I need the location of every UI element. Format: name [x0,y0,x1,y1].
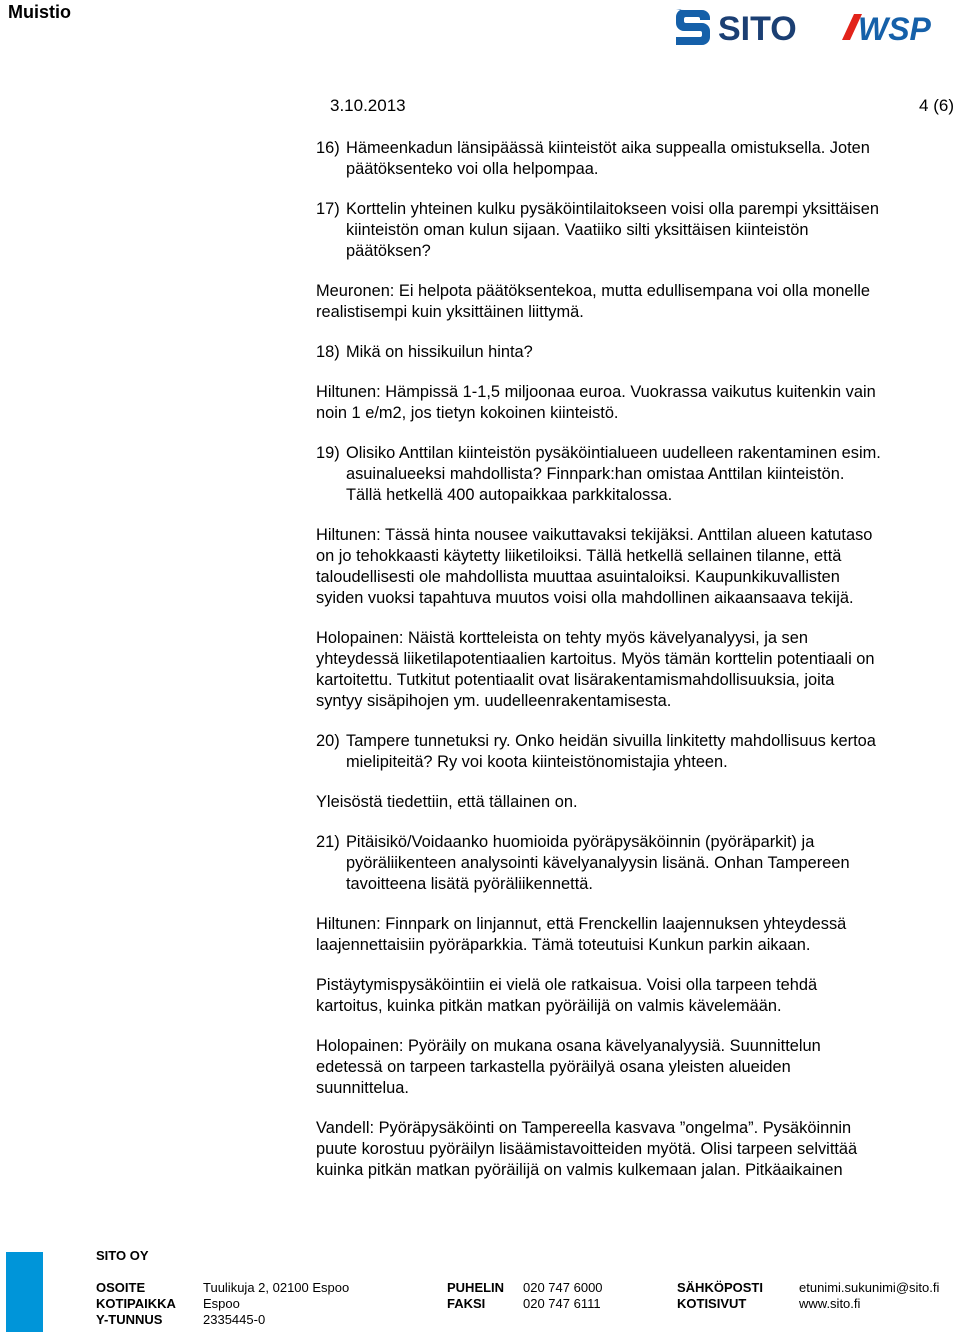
footer-values-1 [203,1280,349,1328]
text-line: mielipiteitä? Ry voi koota kiinteistönomistajia yhteen. [346,753,728,771]
text-line: Pistäytymispysäköintiin ei vielä ole ratkaisua. Voisi olla tarpeen tehdä [316,976,818,994]
text-line: Mikä on hissikuilun hinta? [346,343,533,361]
text-line: syntyy sisäpihojen ym. uudelleenrakentamisesta. [316,692,672,710]
paragraph-holopainen-1 [316,628,954,712]
text-line: Tällä hetkellä 400 autopaikkaa parkkitalossa. [346,486,673,504]
text-line: edetessä on tarpeen tarkastella pyöräilyä osana yleisten alueiden [316,1058,791,1076]
list-number: 16) [316,139,340,157]
list-number: 17) [316,200,340,218]
list-number: 18) [316,343,340,361]
text-line: Hämeenkadun länsipäässä kiinteistöt aika suppealla omistuksella. Joten [346,139,870,157]
text-line: puute korostuu pyöräilyn lisäämistavoitteiden myötä. Olisi tarpeen selvittää [316,1140,858,1158]
paragraph-short-stay-parking [316,975,954,1017]
list-item-20 [316,731,954,773]
text-line: Pitäisikö/Voidaanko huomioida pyöräpysäköinnin (pyöräparkit) ja [346,833,815,851]
document-body [316,138,954,1200]
footer-label: Y-TUNNUS [96,1312,163,1327]
text-line: syiden vuoksi tapahtuva muutos voisi olla mahdollinen aikaansaava tekijä. [316,589,854,607]
paragraph-hiltunen-2 [316,525,954,609]
footer-label: FAKSI [447,1296,486,1311]
footer-labels-3 [677,1280,763,1312]
list-item-21 [316,832,954,895]
paragraph-holopainen-2 [316,1036,954,1099]
footer-value: Tuulikuja 2, 02100 Espoo [203,1280,350,1295]
text-line: päätöksenteko voi olla helpompaa. [346,160,599,178]
company-logos [672,4,958,48]
list-item-18 [316,342,954,363]
wsp-logo-text: WSP [858,11,931,47]
list-number: 21) [316,833,340,851]
footer-label: KOTISIVUT [677,1296,747,1311]
text-line: noin 1 e/m2, jos tietyn kokoinen kiinteistö. [316,404,619,422]
text-line: yhteydessä liiketilapotentiaalien kartoitus. Myös tämän korttelin potentiaali on [316,650,875,668]
footer-label: OSOITE [96,1280,146,1295]
sito-logo-text: SITO [718,10,797,48]
text-line: realistisempi kuin yksittäinen liittymä. [316,303,584,321]
footer-label: SÄHKÖPOSTI [677,1280,763,1295]
text-line: Yleisöstä tiedettiin, että tällainen on. [316,793,578,811]
text-line: asuinalueeksi mahdollista? Finnpark:han omistaa Anttilan kiinteistön. [346,465,845,483]
footer-value: Espoo [203,1296,240,1311]
document-title: Muistio [8,2,71,22]
paragraph-audience [316,792,954,813]
text-line: Korttelin yhteinen kulku pysäköintilaitokseen voisi olla parempi yksittäisen [346,200,879,218]
paragraph-vandell [316,1118,954,1181]
text-line: kartoitettu. Tutkitut potentiaalit ovat lisärakentamismahdollisuuksia, joita [316,671,835,689]
footer-color-bar [6,1252,43,1332]
text-line: kiinteistön oman kulun sijaan. Vaatiiko silti yksittäisen kiinteistön [346,221,809,239]
footer-value: 2335445-0 [203,1312,266,1327]
footer-label: KOTIPAIKKA [96,1296,176,1311]
text-line: Holopainen: Näistä kortteleista on tehty myös kävelyanalyysi, ja sen [316,629,808,647]
text-line: taloudellisesti ole mahdollista muuttaa asuintaloiksi. Kaupunkikuvallisten [316,568,840,586]
text-line: Tampere tunnetuksi ry. Onko heidän sivuilla linkitetty mahdollisuus kertoa [346,732,876,750]
list-number: 19) [316,444,340,462]
text-line: laajennettaisiin pyöräparkkia. Tämä toteutuisi Kunkun parkin aikaan. [316,936,811,954]
footer-values-3 [799,1280,939,1312]
footer-value: 020 747 6111 [523,1296,601,1311]
footer-values-2 [523,1280,603,1312]
paragraph-meuronen [316,281,954,323]
list-item-16 [316,138,954,180]
list-item-19 [316,443,954,506]
footer-website-link[interactable]: www.sito.fi [799,1296,861,1311]
footer-labels-2 [447,1280,504,1312]
text-line: Hiltunen: Finnpark on linjannut, että Frenckellin laajennuksen yhteydessä [316,915,847,933]
text-line: päätöksen? [346,242,431,260]
footer-email-link[interactable]: etunimi.sukunimi@sito.fi [799,1280,940,1295]
text-line: tavoitteena lisätä pyöräliikennettä. [346,875,593,893]
text-line: Hiltunen: Tässä hinta nousee vaikuttavaksi tekijäksi. Anttilan alueen katutaso [316,526,873,544]
footer-label: PUHELIN [447,1280,505,1295]
paragraph-hiltunen-1 [316,382,954,424]
list-number: 20) [316,732,340,750]
text-line: pyöräliikenteen analysointi kävelyanalyysin lisänä. Onhan Tampereen [346,854,850,872]
text-line: on jo tehokkaasti käytetty liiketiloiksi. Tällä hetkellä sellainen tilanne, että [316,547,842,565]
footer-value: 020 747 6000 [523,1280,603,1295]
text-line: suunnittelua. [316,1079,409,1097]
text-line: Holopainen: Pyöräily on mukana osana kävelyanalyysiä. Suunnittelun [316,1037,821,1055]
sito-logo-icon [676,9,710,45]
list-item-17 [316,199,954,262]
page-number: 4 (6) [919,96,954,115]
text-line: Vandell: Pyöräpysäköinti on Tampereella kasvava ”ongelma”. Pysäköinnin [316,1119,852,1137]
paragraph-hiltunen-3 [316,914,954,956]
footer-company-name: SITO OY [96,1248,149,1263]
text-line: kuinka pitkän matkan pyöräilijä on valmis kulkemaan jalan. Pitkäaikainen [316,1161,843,1179]
text-line: Meuronen: Ei helpota päätöksentekoa, mutta edullisempana voi olla monelle [316,282,870,300]
text-line: Hiltunen: Hämpissä 1-1,5 miljoonaa euroa. Vuokrassa vaikutus kuitenkin vain [316,383,876,401]
footer-labels-1 [96,1280,176,1328]
document-date: 3.10.2013 [330,96,406,115]
text-line: kartoitus, kuinka pitkän matkan pyöräilijä on valmis kävelemään. [316,997,782,1015]
text-line: Olisiko Anttilan kiinteistön pysäköintialueen uudelleen rakentaminen esim. [346,444,881,462]
